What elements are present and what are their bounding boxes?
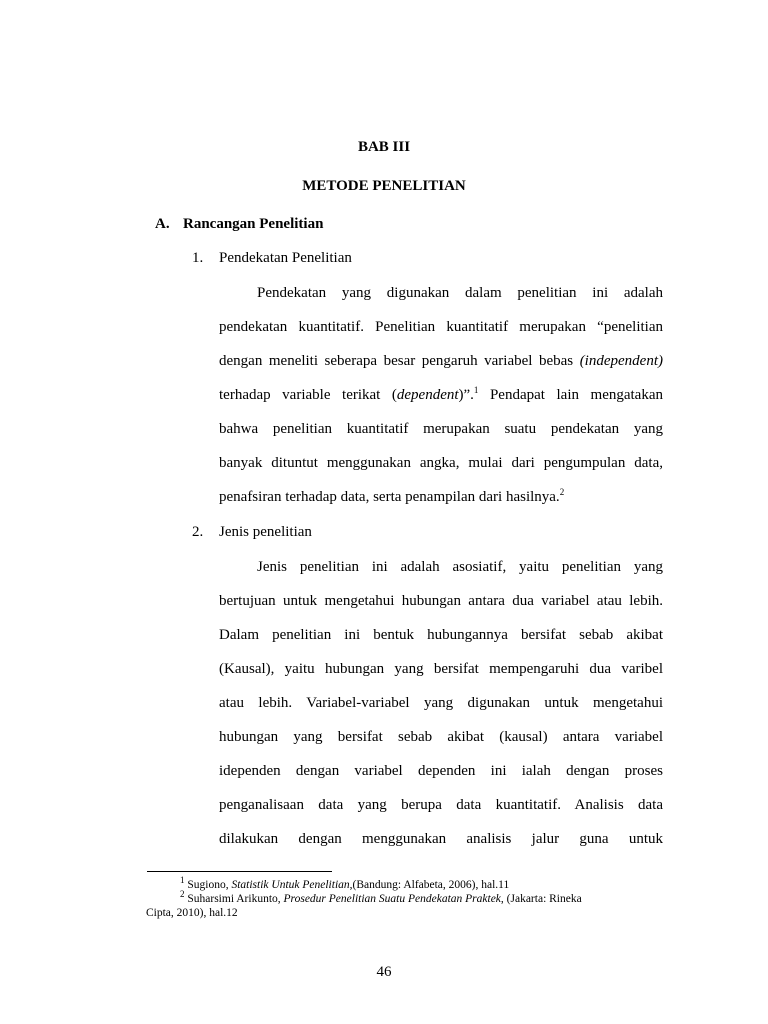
subsection-number: 2. — [192, 524, 204, 540]
chapter-heading: BAB III — [357, 139, 411, 155]
paragraph-line: Dalam penelitian ini bentuk hubungannya bersifat sebab akibat — [219, 627, 663, 643]
section-heading-a — [155, 216, 323, 233]
footnote-separator — [147, 871, 332, 872]
paragraph-line: dilakukan dengan menggunakan analisis jalur guna untuk — [219, 831, 663, 847]
text-run: Sugiono, — [184, 879, 232, 891]
paragraph-line: hubungan yang bersifat sebab akibat (kausal) antara variabel — [219, 729, 663, 745]
text-run: terhadap variable terikat ( — [219, 387, 397, 403]
text-run: Pendapat lain mengatakan — [478, 387, 663, 403]
italic-term: (independent) — [579, 353, 663, 369]
footnote-number: 2 — [180, 889, 185, 900]
section-label: A. — [155, 216, 170, 232]
footnote-ref-1: 1 — [473, 385, 479, 395]
text-run: )”. — [458, 387, 474, 403]
text-run: penafsiran terhadap data, serta penampilan dari hasilnya. — [219, 489, 560, 505]
page-number: 46 — [376, 964, 392, 980]
footnote-2 — [146, 889, 666, 906]
footnote-2-continuation: Cipta, 2010), hal.12 — [146, 907, 238, 919]
text-run: ,(Bandung: Alfabeta, 2006), hal.11 — [349, 879, 510, 891]
footnote-1 — [146, 875, 666, 892]
italic-term: dependent — [396, 387, 459, 403]
italic-title: Prosedur Penelitian Suatu Pendekatan Praktek — [283, 893, 501, 905]
paragraph-line: pendekatan kuantitatif. Penelitian kuantitatif merupakan “penelitian — [219, 319, 663, 335]
text-run: Suharsimi Arikunto, — [184, 893, 284, 905]
paragraph-line: bahwa penelitian kuantitatif merupakan suatu pendekatan yang — [219, 421, 663, 437]
paragraph-line: bertujuan untuk mengetahui hubungan antara dua variabel atau lebih. — [219, 593, 663, 609]
subsection-heading-1 — [192, 250, 352, 267]
subsection-number: 1. — [192, 250, 204, 266]
text-run: dengan meneliti seberapa besar pengaruh variabel bebas — [219, 353, 580, 369]
paragraph-line: idependen dengan variabel dependen ini ialah dengan proses — [219, 763, 663, 779]
paragraph-line: Pendekatan yang digunakan dalam penelitian ini adalah — [257, 285, 663, 301]
paragraph-line — [219, 480, 663, 514]
paragraph-line — [219, 378, 663, 412]
chapter-title: METODE PENELITIAN — [302, 178, 466, 194]
paragraph-line: banyak dituntut menggunakan angka, mulai dari pengumpulan data, — [219, 455, 663, 471]
paragraph-line: Jenis penelitian ini adalah asosiatif, yaitu penelitian yang — [257, 559, 663, 575]
paragraph-jenis — [219, 550, 663, 856]
subsection-heading-2 — [192, 524, 312, 541]
paragraph-line: (Kausal), yaitu hubungan yang bersifat mempengaruhi dua varibel — [219, 661, 663, 677]
paragraph-line: atau lebih. Variabel-variabel yang digunakan untuk mengetahui — [219, 695, 663, 711]
footnote-ref-2: 2 — [559, 487, 565, 497]
paragraph-pendekatan — [219, 276, 663, 514]
footnote-number: 1 — [180, 875, 185, 886]
subsection-title: Jenis penelitian — [219, 524, 312, 540]
text-run: , (Jakarta: Rineka — [500, 893, 582, 905]
paragraph-line — [219, 344, 663, 378]
section-title: Rancangan Penelitian — [183, 216, 324, 232]
italic-title: Statistik Untuk Penelitian — [231, 879, 350, 891]
footnotes — [146, 875, 666, 920]
subsection-title: Pendekatan Penelitian — [219, 250, 352, 266]
paragraph-line: penganalisaan data yang berupa data kuantitatif. Analisis data — [219, 797, 663, 813]
